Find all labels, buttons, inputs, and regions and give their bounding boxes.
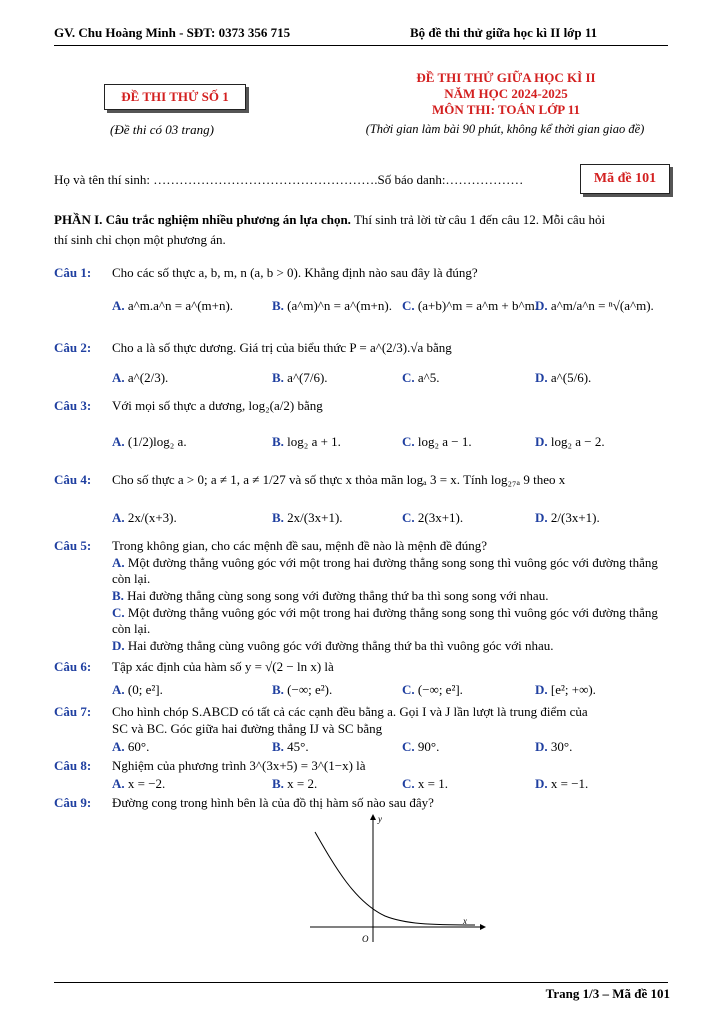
q3-label: Câu 3:	[54, 398, 92, 413]
header-divider	[54, 45, 668, 46]
q3-option-d[interactable]: D. log₂ a − 2.	[535, 434, 605, 449]
q8-option-a[interactable]: A. x = −2.	[112, 776, 166, 791]
q6-option-c[interactable]: C. (−∞; e²].	[402, 682, 463, 697]
exam-title-line1: ĐỀ THI THỬ GIỮA HỌC KÌ II	[416, 70, 596, 85]
exam-page-note: (Đề thi có 03 trang)	[110, 122, 214, 137]
x-axis-label: x	[463, 916, 467, 926]
q6-label: Câu 6:	[54, 659, 92, 674]
q5-option-d[interactable]: D. Hai đường thẳng cùng vuông góc với đường thẳng thứ ba thì vuông góc với nhau.	[112, 638, 554, 653]
q9-text: Đường cong trong hình bên là của đồ thị hàm số nào sau đây?	[112, 795, 434, 810]
function-graph	[300, 812, 490, 952]
x-axis-arrow	[480, 924, 486, 930]
y-axis-label: y	[378, 814, 382, 824]
q1-option-d[interactable]: D. a^m/a^n = ⁿ√(a^m).	[535, 298, 654, 313]
q2-label: Câu 2:	[54, 340, 92, 355]
q2-option-c[interactable]: C. a^5.	[402, 370, 440, 385]
part1-desc2: thí sinh chỉ chọn một phương án.	[54, 232, 226, 247]
q1-option-a[interactable]: A. a^m.a^n = a^(m+n).	[112, 298, 234, 313]
q1-option-b[interactable]: B. (a^m)^n = a^(m+n).	[272, 298, 392, 313]
exam-title-line3: MÔN THI: TOÁN LỚP 11	[431, 102, 581, 117]
q5-label: Câu 5:	[54, 538, 92, 553]
origin-label: O	[362, 934, 369, 944]
q5-option-c[interactable]: C. Một đường thẳng vuông góc với một trong hai đường thẳng song song thì vuông góc với đường thẳng còn lại.	[112, 605, 658, 636]
q8-option-b[interactable]: B. x = 2.	[272, 776, 318, 791]
exam-time-note: (Thời gian làm bài 90 phút, không kể thời gian giao đề)	[365, 122, 645, 136]
footer-divider	[54, 982, 668, 983]
q1-text: Cho các số thực a, b, m, n (a, b > 0). Khẳng định nào sau đây là đúng?	[112, 265, 478, 280]
q4-option-c[interactable]: C. 2(3x+1).	[402, 510, 464, 525]
q4-text: Cho số thực a > 0; a ≠ 1, a ≠ 1/27 và số thực x thỏa mãn logₐ 3 = x. Tính log₂₇ₐ 9 theo x	[112, 472, 566, 487]
q5-option-a[interactable]: A. Một đường thẳng vuông góc với một trong hai đường thẳng song song thì vuông góc với đường thẳng còn lại.	[112, 555, 658, 586]
exam-code-box: Mã đề 101	[580, 164, 670, 194]
q4-option-d[interactable]: D. 2/(3x+1).	[535, 510, 600, 525]
q5-option-b[interactable]: B. Hai đường thẳng cùng song song với đường thẳng thứ ba thì song song với nhau.	[112, 588, 549, 603]
q2-option-d[interactable]: D. a^(5/6).	[535, 370, 592, 385]
exam-set-title: Bộ đề thi thử giữa học kì II lớp 11	[410, 25, 598, 40]
y-axis-arrow	[370, 814, 376, 820]
q4-option-a[interactable]: A. 2x/(x+3).	[112, 510, 177, 525]
q7-option-d[interactable]: D. 30°.	[535, 739, 573, 754]
q1-label: Câu 1:	[54, 265, 92, 280]
q2-text: Cho a là số thực dương. Giá trị của biểu thức P = a^(2/3).√a bằng	[112, 340, 452, 355]
q3-option-a[interactable]: A. (1/2)log₂ a.	[112, 434, 187, 449]
q8-option-c[interactable]: C. x = 1.	[402, 776, 448, 791]
q6-text: Tập xác định của hàm số y = √(2 − ln x) là	[112, 659, 334, 674]
q3-text: Với mọi số thực a dương, log₂(a/2) bằng	[112, 398, 323, 413]
q7-label: Câu 7:	[54, 704, 92, 719]
q4-option-b[interactable]: B. 2x/(3x+1).	[272, 510, 343, 525]
q6-option-b[interactable]: B. (−∞; e²).	[272, 682, 333, 697]
q8-option-d[interactable]: D. x = −1.	[535, 776, 589, 791]
q5-text: Trong không gian, cho các mệnh đề sau, mệnh đề nào là mệnh đề đúng?	[112, 538, 487, 553]
part1-desc1: Thí sinh trả lời từ câu 1 đến câu 12. Mỗi câu hỏi	[350, 212, 606, 227]
q3-option-b[interactable]: B. log₂ a + 1.	[272, 434, 341, 449]
q8-label: Câu 8:	[54, 758, 92, 773]
teacher-info: GV. Chu Hoàng Minh - SĐT: 0373 356 715	[54, 25, 291, 40]
student-info-line: Họ và tên thí sinh: …………………………………………….Số báo danh:………………	[54, 172, 524, 187]
q4-label: Câu 4:	[54, 472, 92, 487]
q3-option-c[interactable]: C. log₂ a − 1.	[402, 434, 472, 449]
q2-option-a[interactable]: A. a^(2/3).	[112, 370, 169, 385]
function-curve	[315, 832, 475, 925]
part1-title: PHẦN I. Câu trắc nghiệm nhiều phương án lựa chọn.	[54, 212, 351, 227]
q2-option-b[interactable]: B. a^(7/6).	[272, 370, 328, 385]
q9-label: Câu 9:	[54, 795, 92, 810]
exam-number-box: ĐỀ THI THỬ SỐ 1	[104, 84, 246, 110]
exam-title-line2: NĂM HỌC 2024-2025	[444, 86, 568, 101]
page-footer: Trang 1/3 – Mã đề 101	[545, 986, 670, 1001]
part1-intro	[54, 210, 670, 250]
q7-option-c[interactable]: C. 90°.	[402, 739, 440, 754]
q7-text-line2: SC và BC. Góc giữa hai đường thẳng IJ và SC bằng	[112, 721, 383, 736]
q8-text: Nghiệm của phương trình 3^(3x+5) = 3^(1−x) là	[112, 758, 366, 773]
q7-text-line1: Cho hình chóp S.ABCD có tất cả các cạnh đều bằng a. Gọi I và J lần lượt là trung điểm của	[112, 704, 588, 719]
q6-option-d[interactable]: D. [e²; +∞).	[535, 682, 596, 697]
q7-option-b[interactable]: B. 45°.	[272, 739, 309, 754]
q6-option-a[interactable]: A. (0; e²].	[112, 682, 163, 697]
q1-option-c[interactable]: C. (a+b)^m = a^m + b^m.	[402, 298, 538, 313]
q7-option-a[interactable]: A. 60°.	[112, 739, 150, 754]
